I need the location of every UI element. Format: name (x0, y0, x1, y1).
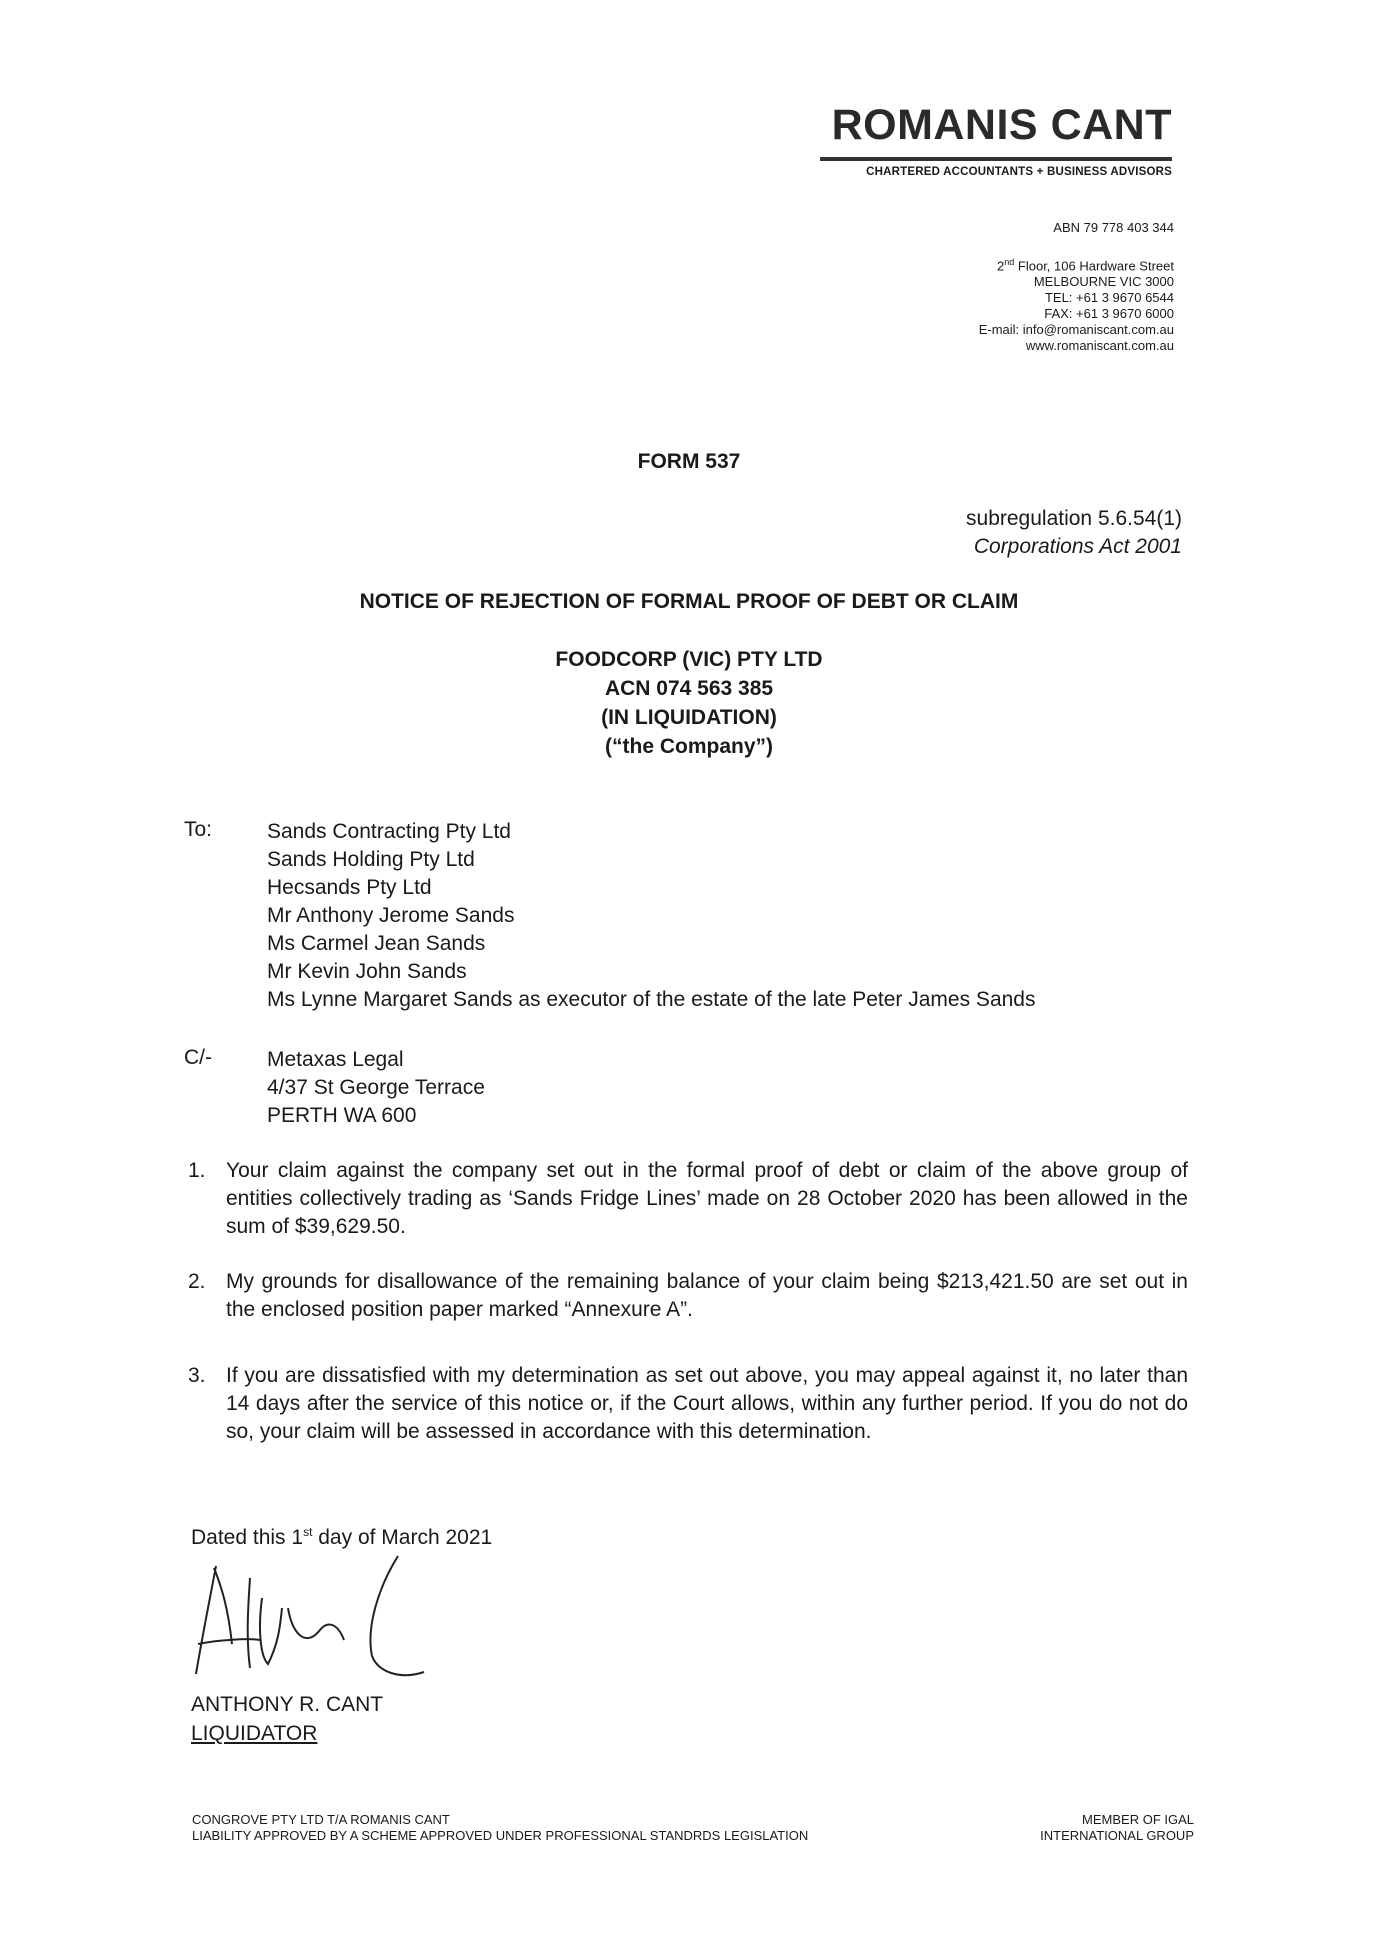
brand-rule (820, 157, 1172, 161)
membership-line: MEMBER OF IGAL (1082, 1812, 1194, 1827)
recipient: Ms Carmel Jean Sands (267, 932, 486, 955)
paragraph-text: Your claim against the company set out in the formal proof of debt or claim of the above group of entities collectively trading as ‘Sands Fridge Lines’ made on 28 October 2020 has been allowed in the sum of $39,629.50. (226, 1159, 1188, 1238)
company-alias: (“the Company”) (605, 735, 773, 758)
footer-liability: LIABILITY APPROVED BY A SCHEME APPROVED UNDER PROFESSIONAL STANDRDS LEGISLATION (192, 1828, 809, 1843)
paragraph-text: My grounds for disallowance of the remaining balance of your claim being $213,421.50 are set out in the enclosed position paper marked “Annexure A”. (226, 1270, 1188, 1321)
brand-tagline: CHARTERED ACCOUNTANTS + BUSINESS ADVISORS (866, 166, 1172, 178)
email: E-mail: info@romaniscant.com.au (978, 322, 1174, 338)
signatory-role: LIQUIDATOR (191, 1722, 318, 1745)
abn: ABN 79 778 403 344 (1053, 220, 1174, 235)
care-of-label: C/- (184, 1046, 212, 1069)
footer-entity: CONGROVE PTY LTD T/A ROMANIS CANT (192, 1812, 450, 1827)
paragraph-number: 3. (188, 1364, 206, 1387)
paragraph-2 (188, 1268, 1188, 1324)
paragraph-3 (188, 1362, 1188, 1446)
recipient-list (267, 818, 1035, 1014)
footer-legal (192, 1812, 808, 1844)
website: www.romaniscant.com.au (1025, 338, 1174, 354)
recipient: Mr Anthony Jerome Sands (267, 904, 515, 927)
paragraph-1 (188, 1157, 1188, 1241)
firm-address (979, 254, 1174, 354)
letterhead (820, 101, 1172, 178)
company-status: (IN LIQUIDATION) (601, 706, 777, 729)
telephone: TEL: +61 3 9670 6544 (1044, 290, 1174, 306)
recipient: Sands Holding Pty Ltd (267, 848, 475, 871)
subregulation: subregulation 5.6.54(1) (966, 507, 1182, 530)
care-of-line: PERTH WA 600 (267, 1104, 417, 1127)
recipient: Ms Lynne Margaret Sands as executor of the estate of the late Peter James Sands (267, 988, 1036, 1011)
dated-line: Dated this 1st day of March 2021 (191, 1525, 493, 1549)
act-name: Corporations Act 2001 (973, 535, 1182, 558)
notice-title: NOTICE OF REJECTION OF FORMAL PROOF OF DEBT OR CLAIM (359, 590, 1019, 613)
footer-membership (1040, 1812, 1194, 1844)
brand-logo: ROMANIS CANT (831, 101, 1172, 149)
fax: FAX: +61 3 9670 6000 (1044, 306, 1174, 322)
signatory-block (191, 1690, 383, 1748)
address-line-2: MELBOURNE VIC 3000 (1033, 274, 1174, 290)
care-of-address (267, 1046, 485, 1130)
company-acn: ACN 074 563 385 (604, 677, 774, 700)
recipient: Sands Contracting Pty Ltd (267, 820, 511, 843)
paragraph-number: 1. (188, 1159, 206, 1182)
care-of-line: Metaxas Legal (267, 1048, 404, 1071)
signatory-name: ANTHONY R. CANT (191, 1693, 384, 1716)
to-label: To: (184, 818, 213, 841)
signature-image (188, 1548, 448, 1688)
form-number: FORM 537 (637, 450, 741, 473)
membership-line: INTERNATIONAL GROUP (1040, 1828, 1194, 1843)
regulation-reference (966, 505, 1182, 561)
recipient: Hecsands Pty Ltd (267, 876, 432, 899)
company-block (0, 645, 1378, 761)
recipient: Mr Kevin John Sands (267, 960, 467, 983)
company-name: FOODCORP (VIC) PTY LTD (555, 648, 823, 671)
care-of-line: 4/37 St George Terrace (267, 1076, 485, 1099)
paragraph-number: 2. (188, 1270, 206, 1293)
paragraph-text: If you are dissatisfied with my determination as set out above, you may appeal against it, no later than 14 days after the service of this notice or, if the Court allows, within any further period. If you do not do so, your claim will be assessed in accordance with this determination. (226, 1364, 1188, 1443)
address-line-1: 2nd Floor, 106 Hardware Street (997, 257, 1174, 274)
